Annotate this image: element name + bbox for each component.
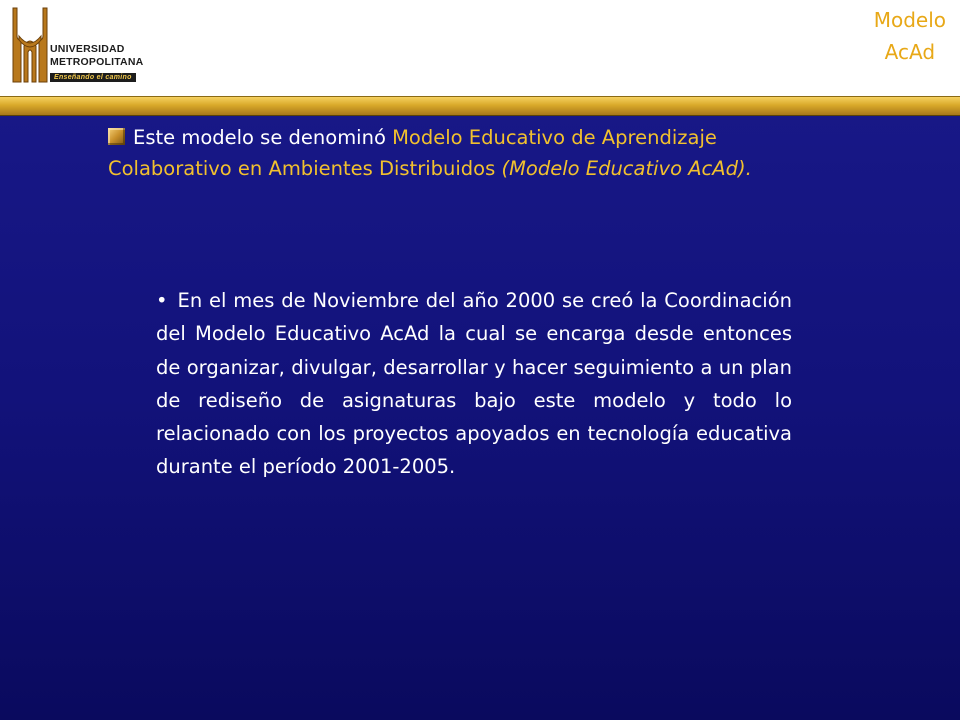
model-name-highlight: Modelo Educativo de Aprendizaje Colaborativo en Ambientes Distribuidos	[108, 126, 717, 180]
logo-line-metropolitana: METROPOLITANA	[50, 55, 144, 68]
intro-statement	[108, 122, 828, 184]
university-logo	[10, 6, 170, 86]
intro-lead-text: Este modelo se denominó	[133, 126, 393, 149]
logo-line-universidad: UNIVERSIDAD	[50, 43, 125, 55]
logo-wordmark	[50, 44, 143, 83]
section-title-line2: AcAd	[884, 40, 936, 64]
university-emblem-icon	[10, 6, 50, 84]
header-divider	[0, 96, 960, 116]
slide-section-title	[874, 4, 946, 68]
section-title-line1: Modelo	[873, 8, 946, 32]
logo-tagline: Enseñando el camino	[50, 73, 136, 82]
coordination-paragraph	[156, 284, 792, 484]
header-bar	[0, 0, 960, 96]
round-bullet-icon: •	[156, 289, 168, 312]
paragraph-text: En el mes de Noviembre del año 2000 se creó la Coordinación del Modelo Educativo AcAd la cual se encarga desde entonces de organizar, divulgar, desarrollar y hacer seguimiento a un plan de rediseño de asignaturas bajo este modelo y todo lo relacionado con los proyectos apoyados en tecnología educativa durante el período 2001-2005.	[156, 289, 792, 479]
square-bullet-icon	[108, 128, 125, 145]
model-acronym-highlight: (Modelo Educativo AcAd).	[501, 157, 752, 180]
